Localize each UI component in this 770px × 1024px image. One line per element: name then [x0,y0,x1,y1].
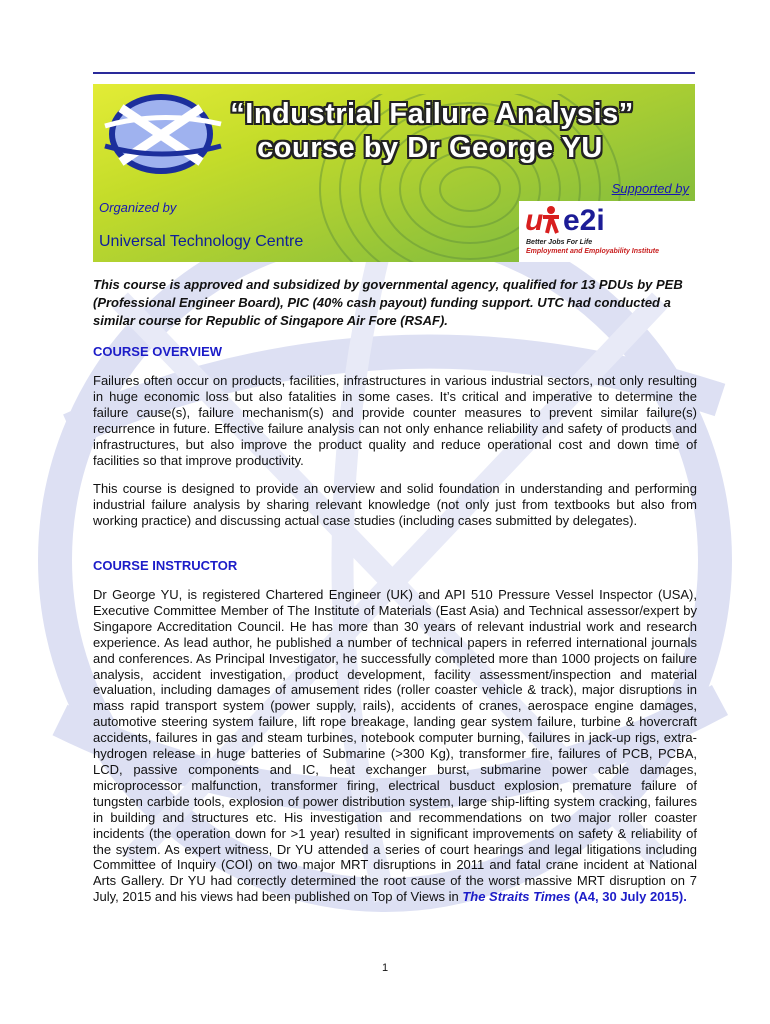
overview-paragraph-1: Failures often occur on products, facilities, infrastructures in various industrial sectors, not only resulting in huge economic loss but also fatalities in some cases. It’s critical and imperative to determine the failure cause(s), failure mechanism(s) and provide counter measures to prevent similar failure(s) recurrence in future. Effective failure analysis can not only enhance reliability and safety of products and infrastructures, but also improve the product quality and reduce operational cost and down time of facilities so that improve productivity. [93,373,697,468]
instructor-body: Dr George YU, is registered Chartered Engineer (UK) and API 510 Pressure Vessel Inspector (USA), Executive Committee Member of The Institute of Materials (East Asia) and Technical assessor/expert by Singapore Accreditation Council. He has more than 30 years of relevant industrial work and research experience. As lead author, he published a number of technical papers in referred international journals and conferences. As Principal Investigator, he successfully completed more than 1000 projects on failure analysis, accident investigation, product development, facility assessment/inspection and material evaluation, including damages of amusement rides (roller coaster vehicle & track), major disruptions in mass rapid transport system (power supply, rails), accidents of cranes, aerospace engine damages, automotive steering system failure, lift rope breakage, landing gear system failure, turbine & hovercraft accidents, failures in gas and steam turbines, notebook computer burning, failures in jack-up rigs, extra-hydrogen release in huge batteries of Submarine (>300 Kg), transformer fire, failures of PCB, PCBA, LCD, passive components and IC, heat exchanger burst, submarine power cable damages, microprocessor malfunction, transformer firing, electrical busduct explosion, premature failure of tungsten carbide tools, explosion of power distribution system, large ship-lifting system cracking, failures in building and structures etc. His investigation and recommendations on two major roller coaster incidents (the operation down for >1 year) resulted in significant improvements on safety & reliability of the system. As expert witness, Dr YU attended a series of court hearings and legal litigations including Committee of Inquiry (COI) on two major MRT disruptions in 2011 and fatal crane incident at National Arts Gallery. Dr YU had correctly determined the root cause of the worst massive MRT disruption on 7 July, 2015 and his views had been published on Top of Views in [93,587,697,905]
page-number: 1 [381,962,389,974]
overview-heading: COURSE OVERVIEW [93,344,223,359]
organized-by-label: Organized by [99,200,177,215]
e2i-wordmark: e2i [563,204,605,237]
course-banner [93,84,695,262]
course-title-line2: course by Dr George YU [257,132,603,164]
instructor-paragraph [93,587,697,905]
overview-paragraph-2: This course is designed to provide an overview and solid foundation in understanding and performing industrial failure analysis by sharing relevant knowledge (not only just from textbooks but also from working practice) and discussing actual case studies (including cases submitted by delegates). [93,481,697,528]
publication-reference: (A4, 30 July 2015). [570,889,687,905]
organizer-name: Universal Technology Centre [99,233,304,250]
e2i-logo-icon [523,203,635,237]
sponsor-tagline: Better Jobs For Life [526,239,593,246]
sponsor-name: Employment and Employability Institute [526,248,660,255]
newspaper-name: The Straits Times [462,889,571,905]
e2i-sponsor-logo [519,201,695,262]
instructor-heading: COURSE INSTRUCTOR [93,558,238,573]
svg-text:u: u [525,204,544,237]
supported-by-label: Supported by [611,181,689,196]
header-rule [93,72,695,74]
course-title-line1: “Industrial Failure Analysis” [230,98,634,130]
intro-paragraph: This course is approved and subsidized by governmental agency, qualified for 13 PDUs by PEB (Professional Engineer Board), PIC (40% cash payout) funding support. UTC had conducted a similar course for Republic of Singapore Air Fore (RSAF). [93,277,683,328]
